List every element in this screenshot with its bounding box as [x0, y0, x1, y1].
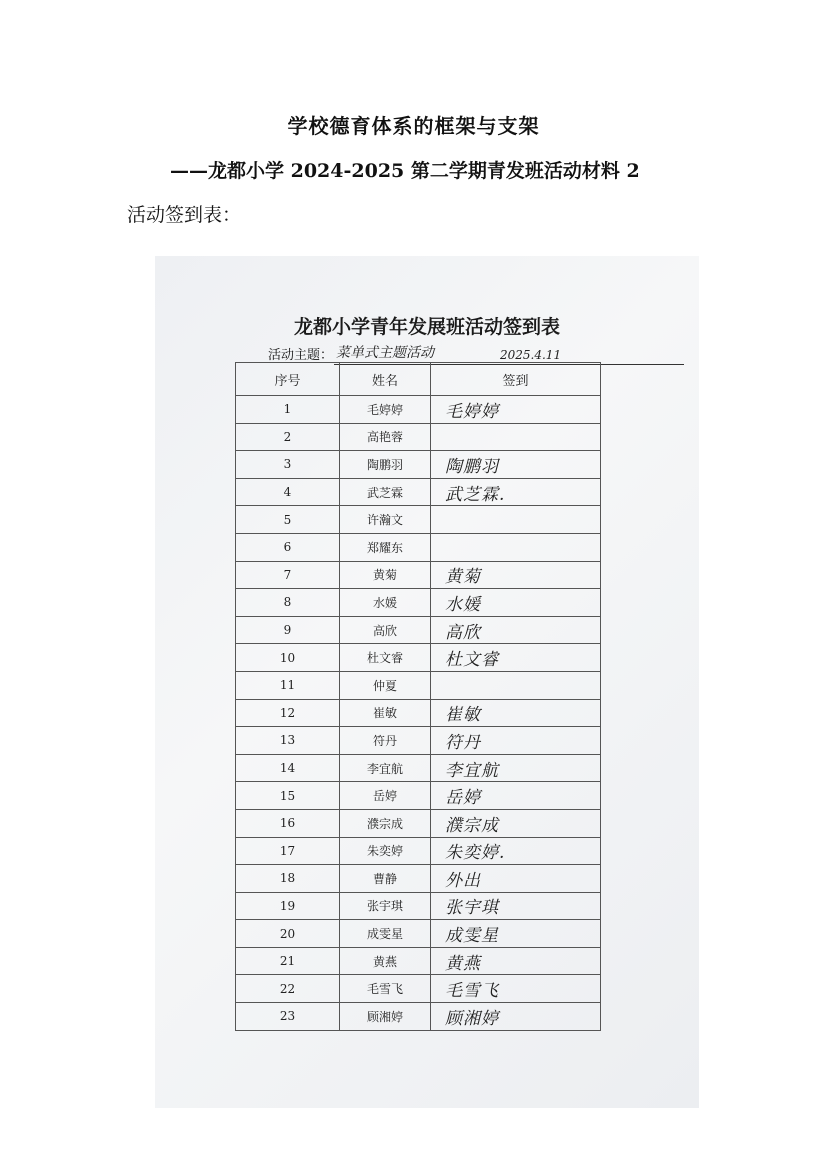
- table-row: [236, 671, 601, 699]
- row-number: 2: [236, 423, 340, 451]
- row-number: 20: [236, 920, 340, 948]
- row-number: 12: [236, 699, 340, 727]
- theme-value: 菜单式主题活动: [336, 345, 434, 361]
- table-row: [236, 920, 601, 948]
- row-signature: 黄菊: [431, 561, 601, 589]
- row-number: 19: [236, 892, 340, 920]
- row-number: 8: [236, 589, 340, 617]
- row-signature: [431, 506, 601, 534]
- table-row: [236, 533, 601, 561]
- sign-in-table: [235, 362, 601, 1031]
- section-label: 活动签到表：: [127, 204, 242, 226]
- table-row: [236, 975, 601, 1003]
- row-number: 21: [236, 947, 340, 975]
- row-name: 毛婷婷: [340, 396, 431, 424]
- table-body: [236, 396, 601, 1031]
- table-row: [236, 589, 601, 617]
- row-signature: 濮宗成: [431, 809, 601, 837]
- row-number: 14: [236, 754, 340, 782]
- row-signature: [431, 671, 601, 699]
- row-signature: 毛婷婷: [431, 396, 601, 424]
- row-number: 7: [236, 561, 340, 589]
- row-signature: 武芝霖.: [431, 478, 601, 506]
- row-name: 成雯星: [340, 920, 431, 948]
- row-number: 15: [236, 782, 340, 810]
- row-name: 岳婷: [340, 782, 431, 810]
- row-signature: 顾湘婷: [431, 1003, 601, 1031]
- table-row: [236, 616, 601, 644]
- row-name: 朱奕婷: [340, 837, 431, 865]
- theme-label: 活动主题：: [268, 348, 334, 363]
- row-number: 23: [236, 1003, 340, 1031]
- row-number: 13: [236, 727, 340, 755]
- table-row: [236, 451, 601, 479]
- row-name: 张宇琪: [340, 892, 431, 920]
- row-signature: 崔敏: [431, 699, 601, 727]
- table-row: [236, 754, 601, 782]
- row-name: 水媛: [340, 589, 431, 617]
- row-signature: [431, 423, 601, 451]
- table-row: [236, 947, 601, 975]
- row-name: 黄菊: [340, 561, 431, 589]
- row-number: 6: [236, 533, 340, 561]
- row-name: 黄燕: [340, 947, 431, 975]
- row-signature: 岳婷: [431, 782, 601, 810]
- row-number: 9: [236, 616, 340, 644]
- row-name: 符丹: [340, 727, 431, 755]
- row-signature: 杜文睿: [431, 644, 601, 672]
- table-row: [236, 782, 601, 810]
- row-number: 10: [236, 644, 340, 672]
- row-name: 毛雪飞: [340, 975, 431, 1003]
- table-row: [236, 727, 601, 755]
- table-header-row: [236, 363, 601, 396]
- row-name: 郑耀东: [340, 533, 431, 561]
- row-name: 许瀚文: [340, 506, 431, 534]
- sheet-title: 龙都小学青年发展班活动签到表: [293, 316, 560, 338]
- document-title: 学校德育体系的框架与支架: [287, 114, 540, 138]
- header-number: 序号: [236, 363, 340, 396]
- row-number: 1: [236, 396, 340, 424]
- row-signature: 符丹: [431, 727, 601, 755]
- theme-date: 2025.4.11: [500, 348, 562, 362]
- row-name: 高欣: [340, 616, 431, 644]
- row-signature: 高欣: [431, 616, 601, 644]
- document-subtitle: ——龙都小学 2024-2025 第二学期青发班活动材料 2: [170, 160, 640, 182]
- row-number: 4: [236, 478, 340, 506]
- row-signature: 李宜航: [431, 754, 601, 782]
- row-name: 顾湘婷: [340, 1003, 431, 1031]
- table-row: [236, 423, 601, 451]
- table-row: [236, 396, 601, 424]
- table-row: [236, 809, 601, 837]
- table-row: [236, 865, 601, 893]
- row-signature: 张宇琪: [431, 892, 601, 920]
- row-signature: 成雯星: [431, 920, 601, 948]
- table-row: [236, 644, 601, 672]
- table-row: [236, 478, 601, 506]
- row-signature: 黄燕: [431, 947, 601, 975]
- row-number: 22: [236, 975, 340, 1003]
- row-name: 李宜航: [340, 754, 431, 782]
- row-name: 高艳蓉: [340, 423, 431, 451]
- row-name: 杜文睿: [340, 644, 431, 672]
- row-number: 11: [236, 671, 340, 699]
- sign-in-sheet-photo: [155, 256, 699, 1108]
- row-number: 16: [236, 809, 340, 837]
- row-signature: 毛雪飞: [431, 975, 601, 1003]
- row-number: 17: [236, 837, 340, 865]
- row-signature: 外出: [431, 865, 601, 893]
- row-signature: 陶鹏羽: [431, 451, 601, 479]
- row-number: 5: [236, 506, 340, 534]
- row-name: 崔敏: [340, 699, 431, 727]
- row-name: 曹静: [340, 865, 431, 893]
- table-row: [236, 561, 601, 589]
- row-name: 武芝霖: [340, 478, 431, 506]
- table-row: [236, 837, 601, 865]
- header-name: 姓名: [340, 363, 431, 396]
- row-name: 濮宗成: [340, 809, 431, 837]
- row-number: 3: [236, 451, 340, 479]
- table-row: [236, 506, 601, 534]
- row-signature: 朱奕婷.: [431, 837, 601, 865]
- row-name: 仲夏: [340, 671, 431, 699]
- table-row: [236, 1003, 601, 1031]
- table-row: [236, 699, 601, 727]
- table-row: [236, 892, 601, 920]
- row-name: 陶鹏羽: [340, 451, 431, 479]
- row-signature: 水媛: [431, 589, 601, 617]
- row-number: 18: [236, 865, 340, 893]
- row-signature: [431, 533, 601, 561]
- header-signature: 签到: [431, 363, 601, 396]
